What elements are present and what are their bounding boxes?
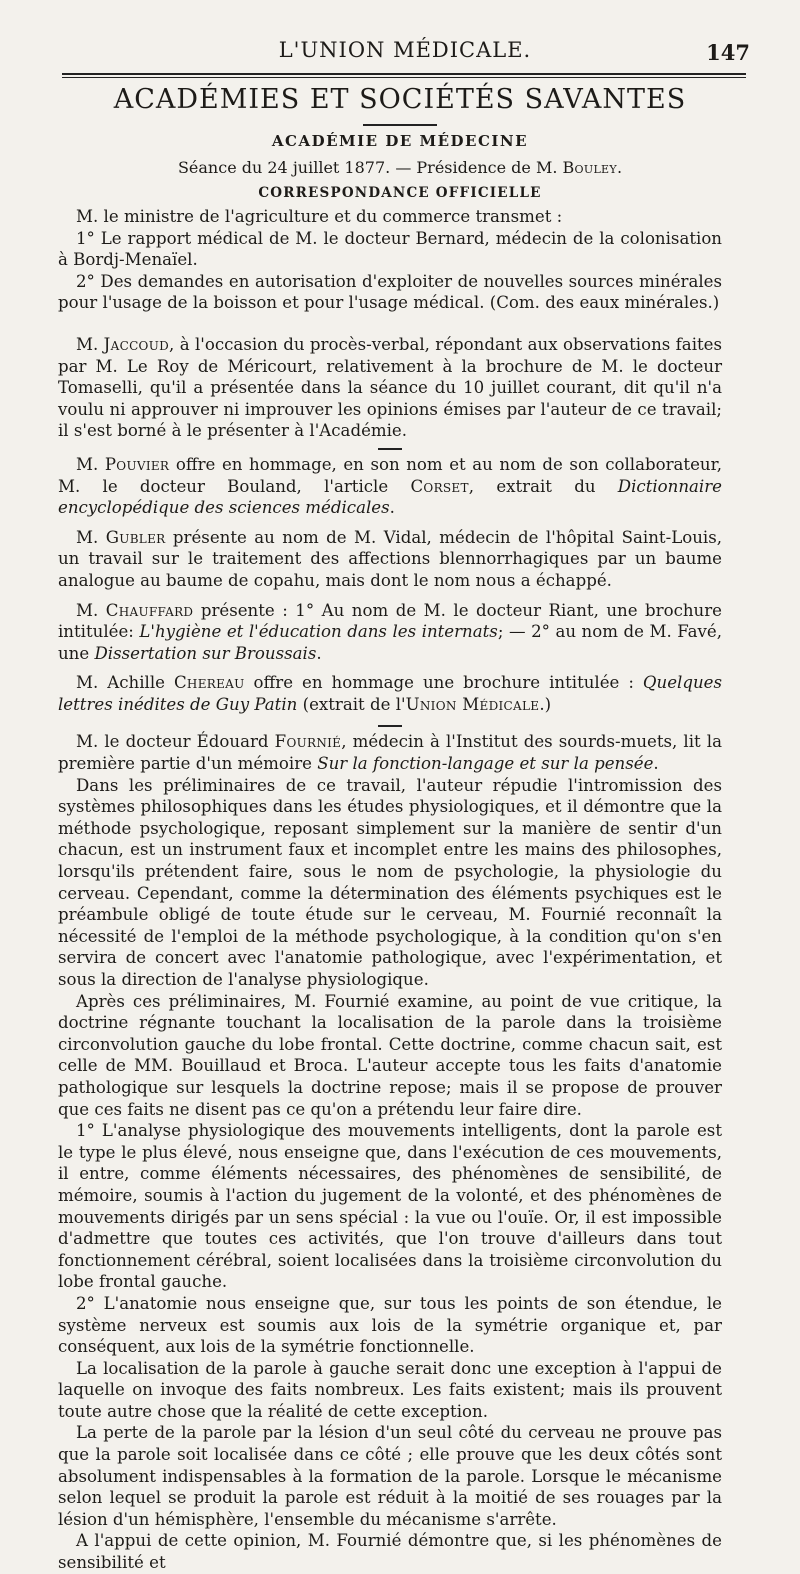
president-name: Bouley xyxy=(562,158,617,177)
header-rule xyxy=(62,73,746,78)
speaker-name: Jaccoud xyxy=(103,334,170,354)
speaker-name: Pouvier xyxy=(104,454,170,474)
session-line xyxy=(0,158,800,177)
section-title: ACADÉMIES ET SOCIÉTÉS SAVANTES xyxy=(113,84,687,115)
paragraph-fournie-intro: M. le docteur Édouard Fournié, médecin à l'Institut des sourds-muets, lit la première partie d'un mémoire Sur la fonction-langage et sur la pensée. xyxy=(58,732,722,774)
paragraph-rapport: 1° Le rapport médical de M. le docteur Bernard, médecin de la colonisation à Bordj-Menaïel. xyxy=(58,228,722,270)
article-body xyxy=(58,206,722,1574)
separator-dash xyxy=(378,448,402,450)
journal-title: L'UNION MÉDICALE. xyxy=(278,38,532,62)
correspondence-subheading: CORRESPONDANCE OFFICIELLE xyxy=(258,185,542,201)
separator-dash xyxy=(378,725,402,727)
academy-heading: ACADÉMIE DE MÉDECINE xyxy=(271,132,529,150)
session-prefix: Séance du 24 juillet 1877. — Présidence de M. xyxy=(177,158,563,177)
speaker-name: Chereau xyxy=(173,673,245,693)
paragraph-preliminaires: Dans les préliminaires de ce travail, l'auteur répudie l'intromission des systèmes philosophiques dans les études physiologiques, et il démontre que la méthode psychologique, reposant simplement sur la manière de sentir d'un chacun, est un instrument faux et incomplet entre les mains des philosophes, lorsqu'ils prétendent faire, sous le nom de psychologie, la physiologie du cerveau. Cependant, comme la détermination des éléments psychiques est le préambule obligé de toute étude sur le cerveau, M. Fournié reconnaît la nécessité de l'emploi de la méthode psychologique, à la condition qu'on s'en servira de concert avec l'anatomie pathologique, avec l'expérimentation, et sous la direction de l'analyse physiologique. xyxy=(58,775,722,989)
running-head xyxy=(60,34,750,70)
paragraph-gubler: M. Gubler présente au nom de M. Vidal, médecin de l'hôpital Saint-Louis, un travail sur le traitement des affections blennorrhagiques par un baume analogue au baume de copahu, mais dont le nom nous a échappé. xyxy=(58,527,722,590)
paragraph-chereau: M. Achille Chereau offre en hommage une brochure intitulée : Quelques lettres inédites de Guy Patin (extrait de l'Union Médicale.) xyxy=(58,673,722,714)
paragraph-pouvier: M. Pouvier offre en hommage, en son nom et au nom de son collaborateur, M. le docteur Bouland, l'article Corset, extrait du Dictionnaire encyclopédique des sciences médicales. xyxy=(58,454,722,518)
journal-name: Union Médicale xyxy=(405,694,540,714)
paragraph-perte-parole: La perte de la parole par la lésion d'un seul côté du cerveau ne prouve pas que la parole soit localisée dans ce côté ; elle prouve que les deux côtés sont absolument indispensables à la formation de la parole. Lorsque le mécanisme selon lequel se produit la parole est réduit à la moitié de ses rouages par la lésion d'un hémisphère, l'ensemble du mécanisme s'arrête. xyxy=(58,1423,722,1529)
title-rule xyxy=(363,124,437,126)
paragraph-analyse: 1° L'analyse physiologique des mouvements intelligents, dont la parole est le type le plus élevé, nous enseigne que, dans l'exécution de ces mouvements, il entre, comme éléments nécessaires, des phénomènes de sensibilité, de mémoire, soumis à l'action du jugement de la volonté, et des phénomènes de mouvements dirigés par un sens spécial : la vue ou l'ouïe. Or, il est impossible d'admettre que toutes ces activités, que l'on trouve d'ailleurs dans tout fonctionnement cérébral, soient localisées dans la troisième circonvolution du lobe frontal gauche. xyxy=(58,1121,722,1292)
speaker-name: Chauffard xyxy=(105,600,194,620)
page-number: 147 xyxy=(706,40,750,65)
paragraph-doctrine: Après ces préliminaires, M. Fournié examine, au point de vue critique, la doctrine régnante touchant la localisation de la parole dans la troisième circonvolution gauche du lobe frontal. Cette doctrine, comme chacun sait, est celle de MM. Bouillaud et Broca. L'auteur accepte tous les faits d'anatomie pathologique sur lesquels la doctrine repose; mais il se propose de prouver que ces faits ne disent pas ce qu'on a prétendu leur faire dire. xyxy=(58,991,722,1119)
paragraph-sources: 2° Des demandes en autorisation d'exploiter de nouvelles sources minérales pour l'usage de la boisson et pour l'usage médical. (Com. des eaux minérales.) xyxy=(58,271,722,313)
work-title: Sur la fonction-langage et sur la pensée xyxy=(317,754,654,774)
paragraph-localisation: La localisation de la parole à gauche serait donc une exception à l'appui de laquelle on invoque des faits nombreux. Les faits existent; mais ils prouvent toute autre chose que la réalité de cette exception. xyxy=(58,1358,722,1421)
paragraph-jaccoud: M. Jaccoud, à l'occasion du procès-verbal, répondant aux observations faites par M. Le Roy de Méricourt, relativement à la brochure de M. le docteur Tomaselli, qu'il a présentée dans la séance du 10 juillet courant, dit qu'il n'a voulu ni approuver ni improuver les opinions émises par l'auteur de ce travail; il s'est borné à le présenter à l'Académie. xyxy=(58,334,723,441)
paragraph-chauffard: M. Chauffard présente : 1° Au nom de M. le docteur Riant, une brochure intitulée: L'hygiène et l'éducation dans les internats; — 2° au nom de M. Favé, une Dissertation sur Broussais. xyxy=(58,600,723,663)
work-title: Quelques lettres inédites de Guy Patin xyxy=(58,673,722,714)
paragraph-appui: A l'appui de cette opinion, M. Fournié démontre que, si les phénomènes de sensibilité et xyxy=(58,1531,722,1573)
work-title: Dictionnaire encyclopédique des sciences médicales xyxy=(58,476,722,518)
session-suffix: . xyxy=(616,158,623,177)
work-title: L'hygiène et l'éducation dans les internats xyxy=(139,622,498,642)
speaker-name: Fournié xyxy=(274,732,342,752)
work-title: Dissertation sur Broussais xyxy=(94,643,317,663)
paragraph-anatomie: 2° L'anatomie nous enseigne que, sur tous les points de son étendue, le système nerveux est soumis aux lois de la symétrie organique et, par conséquent, aux lois de la symétrie fonctionnelle. xyxy=(58,1293,722,1357)
speaker-name: Gubler xyxy=(105,527,166,547)
article-word: Corset xyxy=(410,476,469,496)
paragraph-minister: M. le ministre de l'agriculture et du commerce transmet : xyxy=(76,207,563,226)
